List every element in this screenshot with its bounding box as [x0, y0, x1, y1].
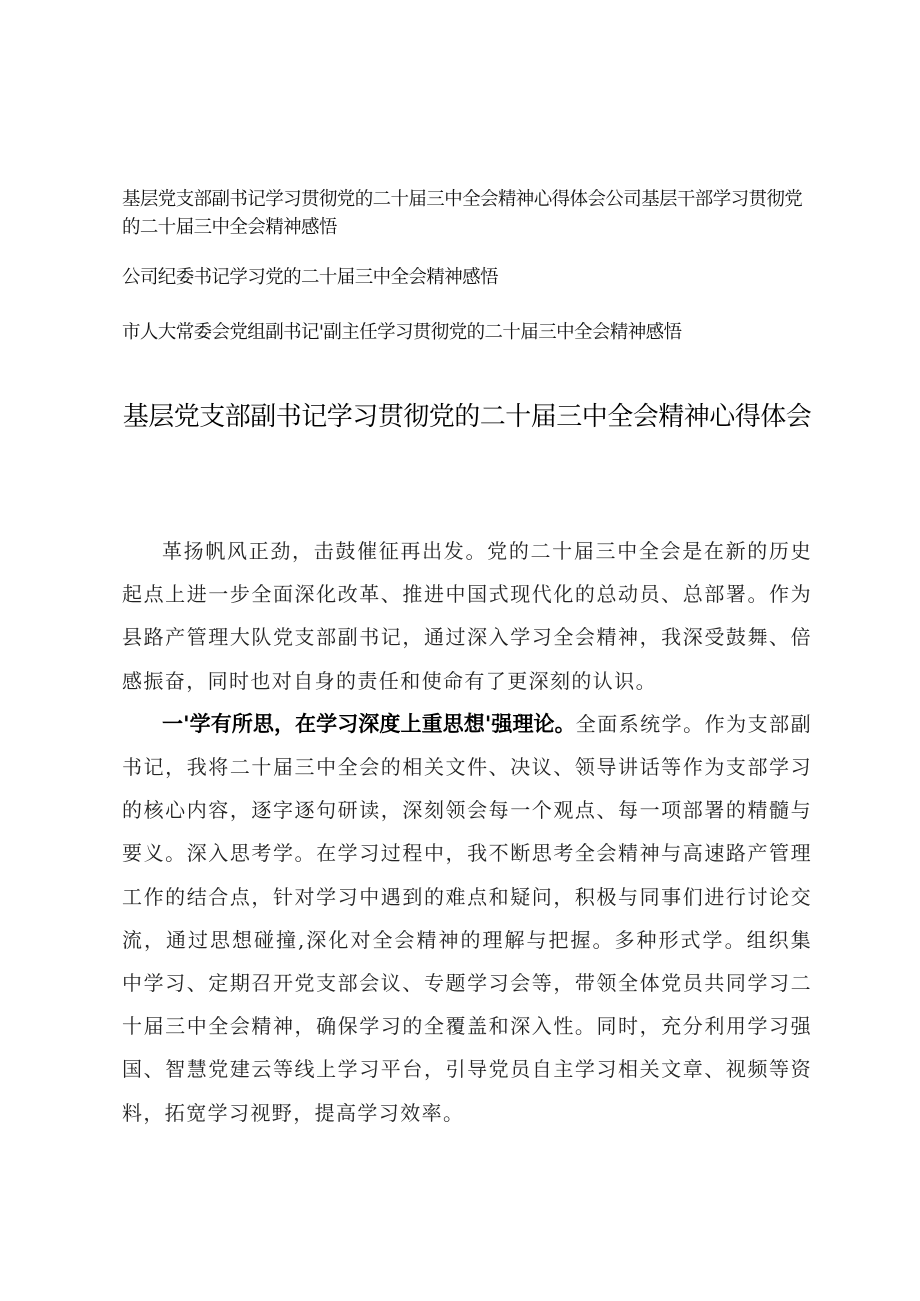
section-body-text: 全面系统学。作为支部副书记，我将二十届三中全会的相关文件、决议、领导讲话等作为支部学习的核心内容，逐字逐句研读，深刻领会每一个观点、每一项部署的精髓与要义。深入思考学。在学习过程中，我不断思考全会精神与高速路产管理工作的结合点，针对学习中遇到的难点和疑问，积极与同事们进行讨论交流，通过思想碰撞,深化对全会精神的理解与把握。多种形式学。组织集中学习、定期召开党支部会议、专题学习会等，带领全体党员共同学习二十届三中全会精神，确保学习的全覆盖和深入性。同时，充分利用学习强国、智慧党建云等线上学习平台，引导党员自主学习相关文章、视频等资料，拓宽学习视野，提高学习效率。: [122, 711, 813, 1125]
intro-paragraph: 革扬帆风正劲，击鼓催征再出发。党的二十届三中全会是在新的历史起点上进一步全面深化改革、推进中国式现代化的总动员、总部署。作为县路产管理大队党支部副书记，通过深入学习全会精神，我深受鼓舞、倍感振奋，同时也对自身的责任和使命有了更深刻的认识。: [122, 539, 812, 693]
toc-item: 市人大常委会党组副书记'副主任学习贯彻党的二十届三中全会精神感悟: [122, 322, 682, 343]
toc-item: 公司纪委书记学习党的二十届三中全会精神感悟: [122, 267, 498, 288]
section-heading: 一'学有所思，在学习深度上重思想'强理论。: [162, 711, 576, 736]
section-paragraph: [122, 703, 812, 1135]
article-title: 基层党支部副书记学习贯彻党的二十届三中全会精神心得体会: [122, 402, 812, 432]
toc-item: 基层党支部副书记学习贯彻党的二十届三中全会精神心得体会公司基层干部学习贯彻党的二十届三中全会精神感悟: [122, 189, 803, 238]
table-of-contents: [122, 186, 812, 347]
article-body: [122, 530, 812, 1135]
